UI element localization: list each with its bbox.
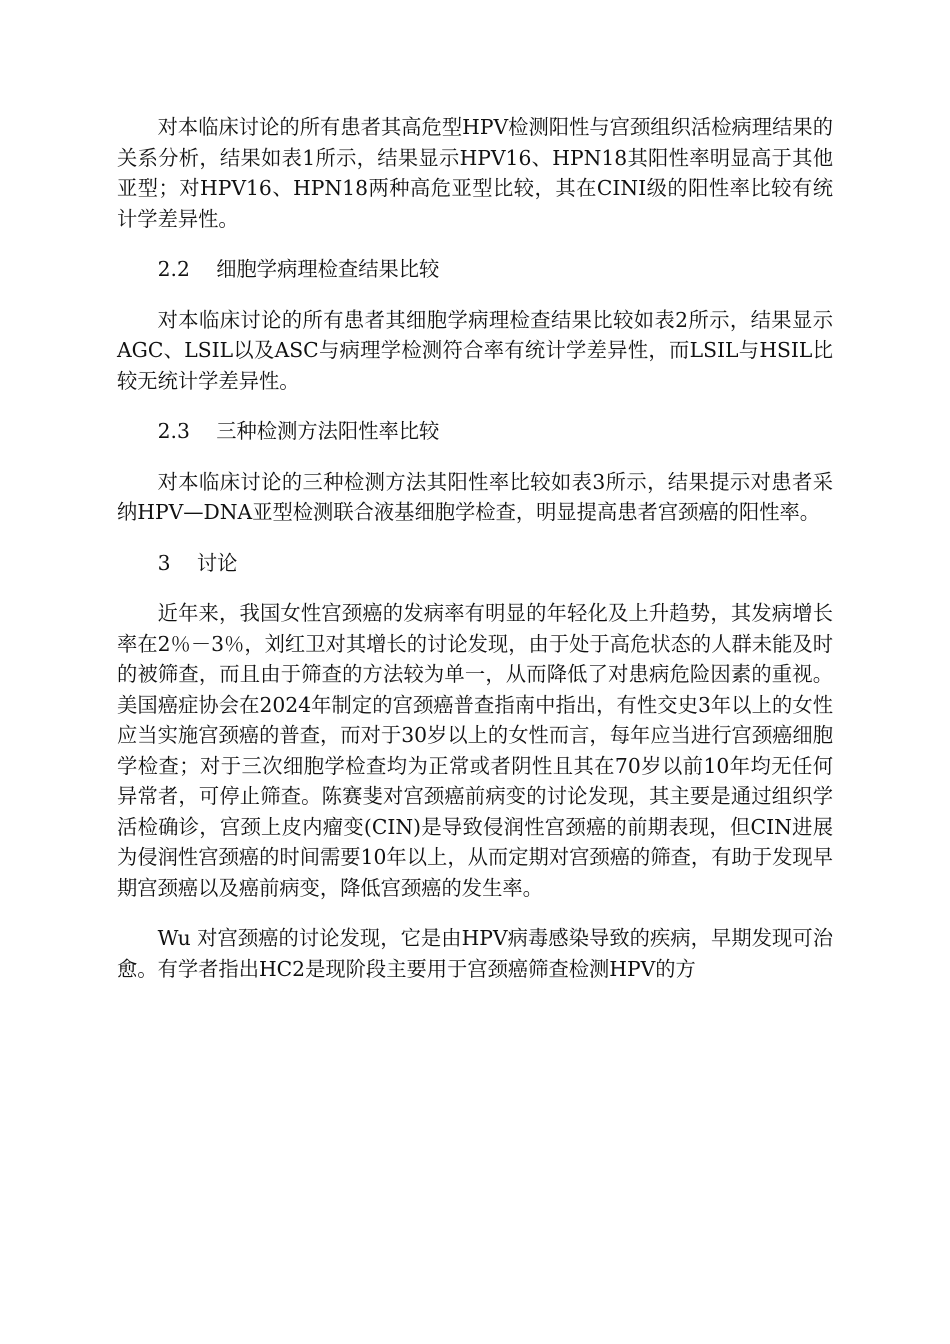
section-number: 2.3 [157, 419, 190, 443]
section-heading-3 [117, 548, 833, 579]
section-heading-2-3 [117, 416, 833, 447]
section-heading-2-2 [117, 254, 833, 285]
section-title: 三种检测方法阳性率比较 [216, 419, 440, 443]
section-number: 2.2 [157, 257, 190, 281]
section-number: 3 [157, 550, 171, 575]
paragraph-discussion-1: 近年来，我国女性宫颈癌的发病率有明显的年轻化及上升趋势，其发病增长率在2％－3％，刘红卫对其增长的讨论发现，由于处于高危状态的人群未能及时的被筛查，而且由于筛查的方法较为单一，从而降低了对患病危险因素的重视。美国癌症协会在2024年制定的宫颈癌普查指南中指出，有性交史3年以上的女性应当实施宫颈癌的普查，而对于30岁以上的女性而言，每年应当进行宫颈癌细胞学检查；对于三次细胞学检查均为正常或者阴性且其在70岁以前10年均无任何异常者，可停止筛查。陈赛斐对宫颈癌前病变的讨论发现，其主要是通过组织学活检确诊，宫颈上皮内瘤变(CIN)是导致侵润性宫颈癌的前期表现，但CIN进展为侵润性宫颈癌的时间需要10年以上，从而定期对宫颈癌的筛查，有助于发现早期宫颈癌以及癌前病变，降低宫颈癌的发生率。 [117, 601, 833, 900]
paragraph-cytology: 对本临床讨论的所有患者其细胞学病理检查结果比较如表2所示，结果显示AGC、LSIL以及ASC与病理学检测符合率有统计学差异性，而LSIL与HSIL比较无统计学差异性。 [117, 307, 833, 393]
paragraph-hpv-pathology: 对本临床讨论的所有患者其高危型HPV检测阳性与宫颈组织活检病理结果的关系分析，结果如表1所示，结果显示HPV16、HPN18其阳性率明显高于其他亚型；对HPV16、HPN18两种高危亚型比较，其在CINI级的阳性率比较有统计学差异性。 [117, 115, 833, 231]
section-title: 细胞学病理检查结果比较 [216, 257, 440, 281]
paragraph-discussion-2: Wu 对宫颈癌的讨论发现，它是由HPV病毒感染导致的疾病，早期发现可治愈。有学者指出HC2是现阶段主要用于宫颈癌筛查检测HPV的方 [117, 926, 833, 981]
paragraph-detection-methods: 对本临床讨论的三种检测方法其阳性率比较如表3所示，结果提示对患者采纳HPV—DNA亚型检测联合液基细胞学检查，明显提高患者宫颈癌的阳性率。 [117, 469, 833, 524]
section-title: 讨论 [196, 550, 238, 575]
